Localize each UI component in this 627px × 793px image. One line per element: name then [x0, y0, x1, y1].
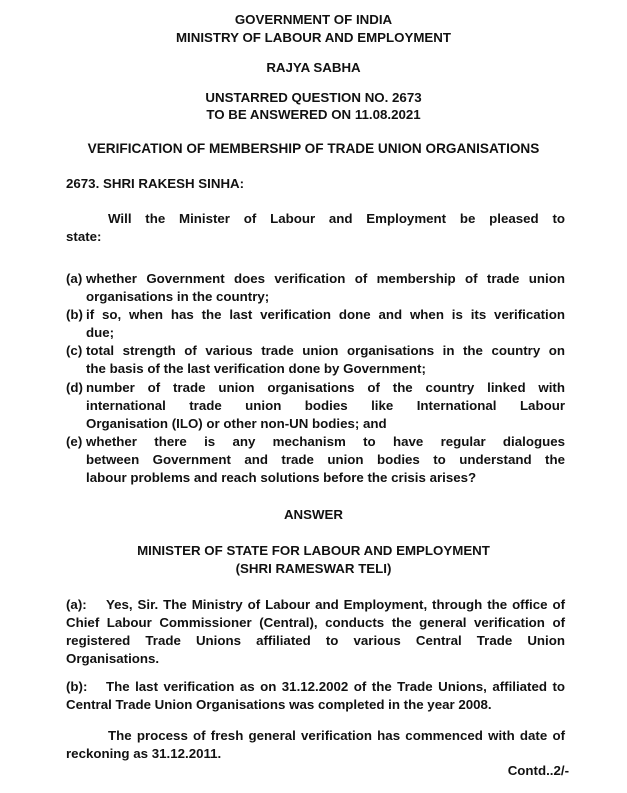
reply-line: Organisations.	[66, 651, 160, 666]
question-label: (a)	[66, 271, 83, 286]
question-line: total strength of various trade union organisations in the country on	[86, 343, 565, 358]
question-line: labour problems and reach solutions before the crisis arises?	[86, 470, 477, 485]
subject-title: VERIFICATION OF MEMBERSHIP OF TRADE UNION ORGANISATIONS	[87, 141, 540, 156]
question-intro	[66, 210, 565, 246]
minister-name: (SHRI RAMESWAR TELI)	[235, 561, 392, 576]
question-line: if so, when has the last verification done and when is its verification	[86, 307, 565, 322]
question-item-b	[66, 306, 565, 342]
question-line: Organisation (ILO) or other non-UN bodies; and	[86, 416, 387, 431]
answer-heading: ANSWER	[283, 507, 344, 522]
question-item-d	[66, 379, 565, 433]
question-line: whether there is any mechanism to have regular dialogues	[86, 434, 565, 449]
minister-title: MINISTER OF STATE FOR LABOUR AND EMPLOYMENT	[137, 543, 490, 558]
question-item-e	[66, 433, 565, 487]
question-label: (e)	[66, 434, 83, 449]
answer-date: TO BE ANSWERED ON 11.08.2021	[206, 107, 421, 122]
question-line: due;	[86, 325, 115, 340]
question-label: (b)	[66, 307, 83, 322]
reply-followup	[66, 727, 565, 763]
question-line: the basis of the last verification done by Government;	[86, 361, 426, 376]
question-intro-line: state:	[66, 229, 102, 244]
reply-line: The process of fresh general verification has commenced with date of	[108, 728, 565, 743]
reply-b	[66, 678, 565, 714]
question-item-c	[66, 342, 565, 378]
question-line: organisations in the country;	[86, 289, 270, 304]
question-line: between Government and trade union bodies to understand the	[86, 452, 565, 467]
asked-by: 2673. SHRI RAKESH SINHA:	[66, 176, 245, 191]
house-heading: RAJYA SABHA	[266, 60, 361, 75]
question-label: (c)	[66, 343, 83, 358]
reply-line: Chief Labour Commissioner (Central), conducts the general verification of	[66, 615, 565, 630]
question-label: (d)	[66, 380, 83, 395]
reply-line: reckoning as 31.12.2011.	[66, 746, 222, 761]
question-line: whether Government does verification of membership of trade union	[86, 271, 565, 286]
continuation-note: Contd..2/-	[507, 763, 569, 778]
question-number: UNSTARRED QUESTION NO. 2673	[205, 90, 422, 105]
reply-line: registered Trade Unions affiliated to various Central Trade Union	[66, 633, 565, 648]
question-item-a	[66, 270, 565, 306]
reply-line: Central Trade Union Organisations was completed in the year 2008.	[66, 697, 492, 712]
government-heading: GOVERNMENT OF INDIA	[234, 12, 393, 27]
question-line: international trade union bodies like International Labour	[86, 398, 565, 413]
reply-a	[66, 596, 565, 668]
reply-line: (a): Yes, Sir. The Ministry of Labour and Employment, through the office of	[66, 597, 565, 612]
reply-label: (b):	[66, 679, 88, 694]
question-intro-line: Will the Minister of Labour and Employment be pleased to	[108, 211, 565, 226]
reply-line: (b): The last verification as on 31.12.2002 of the Trade Unions, affiliated to	[66, 679, 565, 694]
question-line: number of trade union organisations of the country linked with	[86, 380, 565, 395]
reply-label: (a):	[66, 597, 87, 612]
ministry-heading: MINISTRY OF LABOUR AND EMPLOYMENT	[175, 30, 452, 45]
